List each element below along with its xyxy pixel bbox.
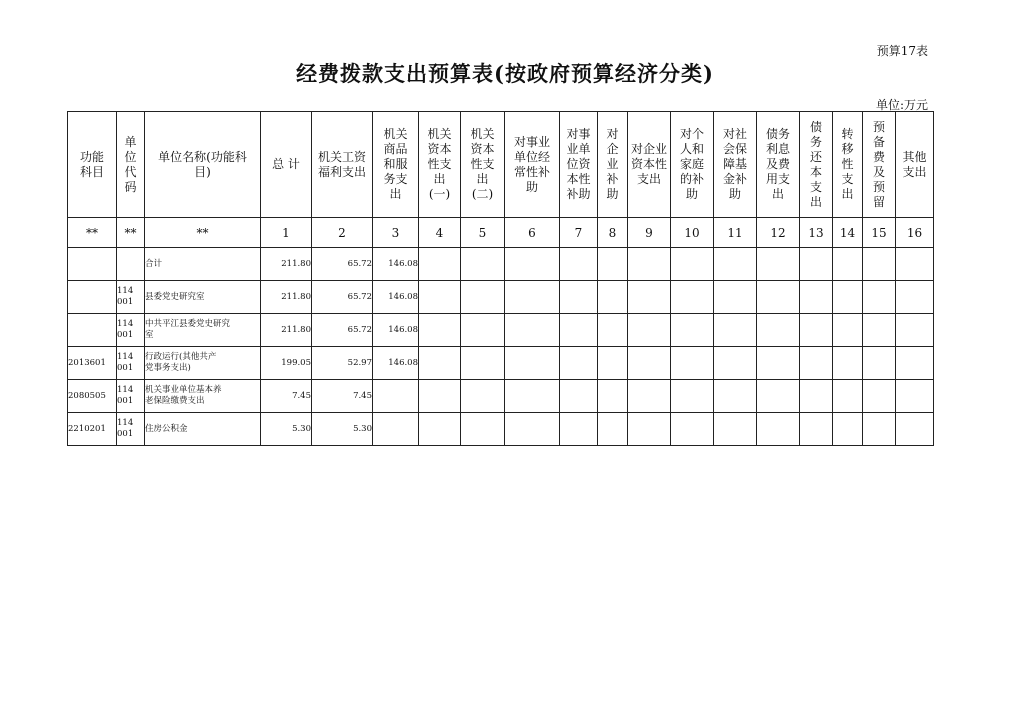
- empty-cell: [714, 413, 757, 446]
- header-cell: 总 计: [261, 112, 312, 218]
- index-cell: **: [68, 218, 117, 248]
- total-cell: 5.30: [261, 413, 312, 446]
- empty-cell: [833, 314, 863, 347]
- table-number: 预算17表: [876, 44, 928, 58]
- salary-cell: 65.72: [312, 281, 373, 314]
- empty-cell: [896, 281, 934, 314]
- total-cell: 211.80: [261, 281, 312, 314]
- function-code-cell: 2210201: [68, 413, 117, 446]
- index-cell: 16: [896, 218, 934, 248]
- empty-cell: [419, 347, 461, 380]
- header-cell: 对企业 资本性 支出: [628, 112, 671, 218]
- empty-cell: [863, 248, 896, 281]
- empty-cell: [419, 248, 461, 281]
- unit-code-cell: 114 001: [117, 380, 145, 413]
- empty-cell: [598, 281, 628, 314]
- header-cell: 对个 人和 家庭 的补 助: [671, 112, 714, 218]
- empty-cell: [671, 380, 714, 413]
- empty-cell: [833, 347, 863, 380]
- empty-cell: [461, 281, 505, 314]
- empty-cell: [671, 281, 714, 314]
- header-cell: 单位名称(功能科 目): [145, 112, 261, 218]
- empty-cell: [896, 413, 934, 446]
- empty-cell: [714, 281, 757, 314]
- table-row: [68, 347, 934, 380]
- empty-cell: [714, 248, 757, 281]
- empty-cell: [671, 314, 714, 347]
- empty-cell: [671, 248, 714, 281]
- index-cell: 7: [560, 218, 598, 248]
- empty-cell: [628, 347, 671, 380]
- empty-cell: [800, 380, 833, 413]
- header-cell: 对 企 业 补 助: [598, 112, 628, 218]
- header-cell: 对事业 单位经 常性补 助: [505, 112, 560, 218]
- index-cell: 5: [461, 218, 505, 248]
- empty-cell: [419, 314, 461, 347]
- budget-table: [67, 111, 934, 446]
- empty-cell: [863, 314, 896, 347]
- empty-cell: [628, 380, 671, 413]
- header-cell: 对事 业单 位资 本性 补助: [560, 112, 598, 218]
- empty-cell: [714, 347, 757, 380]
- index-cell: 4: [419, 218, 461, 248]
- function-code-cell: 2080505: [68, 380, 117, 413]
- table-row: [68, 380, 934, 413]
- empty-cell: [505, 413, 560, 446]
- index-cell: 2: [312, 218, 373, 248]
- header-cell: 预 备 费 及 预 留: [863, 112, 896, 218]
- unit-code-cell: 114 001: [117, 281, 145, 314]
- header-cell: 机关工资 福利支出: [312, 112, 373, 218]
- index-cell: **: [117, 218, 145, 248]
- empty-cell: [560, 413, 598, 446]
- empty-cell: [800, 248, 833, 281]
- unit-code-cell: [117, 248, 145, 281]
- unit-name-cell: 行政运行(其他共产 党事务支出): [145, 347, 261, 380]
- header-cell: 对社 会保 障基 金补 助: [714, 112, 757, 218]
- empty-cell: [598, 347, 628, 380]
- goods-services-cell: 146.08: [373, 281, 419, 314]
- empty-cell: [833, 281, 863, 314]
- index-cell: 10: [671, 218, 714, 248]
- function-code-cell: [68, 281, 117, 314]
- empty-cell: [505, 314, 560, 347]
- unit-label: 单位:万元: [875, 98, 928, 112]
- empty-cell: [628, 314, 671, 347]
- function-code-cell: [68, 314, 117, 347]
- unit-code-cell: 114 001: [117, 413, 145, 446]
- header-cell: 转 移 性 支 出: [833, 112, 863, 218]
- empty-cell: [714, 380, 757, 413]
- total-cell: 211.80: [261, 248, 312, 281]
- empty-cell: [757, 380, 800, 413]
- empty-cell: [833, 413, 863, 446]
- unit-code-cell: 114 001: [117, 314, 145, 347]
- empty-cell: [833, 248, 863, 281]
- empty-cell: [628, 413, 671, 446]
- empty-cell: [896, 347, 934, 380]
- empty-cell: [863, 281, 896, 314]
- index-cell: 15: [863, 218, 896, 248]
- empty-cell: [560, 314, 598, 347]
- column-index-row: [68, 218, 934, 248]
- empty-cell: [461, 380, 505, 413]
- empty-cell: [461, 347, 505, 380]
- empty-cell: [757, 314, 800, 347]
- empty-cell: [505, 248, 560, 281]
- goods-services-cell: [373, 380, 419, 413]
- unit-code-cell: 114 001: [117, 347, 145, 380]
- empty-cell: [419, 380, 461, 413]
- page-title: 经费拨款支出预算表(按政府预算经济分类): [296, 61, 714, 86]
- empty-cell: [671, 347, 714, 380]
- empty-cell: [896, 314, 934, 347]
- empty-cell: [628, 281, 671, 314]
- empty-cell: [598, 314, 628, 347]
- goods-services-cell: 146.08: [373, 314, 419, 347]
- empty-cell: [628, 248, 671, 281]
- unit-name-cell: 县委党史研究室: [145, 281, 261, 314]
- empty-cell: [800, 413, 833, 446]
- empty-cell: [800, 281, 833, 314]
- empty-cell: [757, 281, 800, 314]
- index-cell: 14: [833, 218, 863, 248]
- goods-services-cell: 146.08: [373, 347, 419, 380]
- empty-cell: [863, 347, 896, 380]
- table-row: [68, 281, 934, 314]
- total-cell: 199.05: [261, 347, 312, 380]
- index-cell: 6: [505, 218, 560, 248]
- empty-cell: [863, 380, 896, 413]
- goods-services-cell: [373, 413, 419, 446]
- empty-cell: [757, 347, 800, 380]
- empty-cell: [419, 281, 461, 314]
- empty-cell: [598, 380, 628, 413]
- empty-cell: [896, 380, 934, 413]
- header-cell: 债务 利息 及费 用支 出: [757, 112, 800, 218]
- index-cell: 13: [800, 218, 833, 248]
- empty-cell: [714, 314, 757, 347]
- salary-cell: 65.72: [312, 248, 373, 281]
- empty-cell: [419, 413, 461, 446]
- salary-cell: 7.45: [312, 380, 373, 413]
- salary-cell: 52.97: [312, 347, 373, 380]
- empty-cell: [800, 347, 833, 380]
- salary-cell: 5.30: [312, 413, 373, 446]
- empty-cell: [461, 413, 505, 446]
- empty-cell: [461, 314, 505, 347]
- empty-cell: [560, 248, 598, 281]
- header-row: [68, 112, 934, 218]
- function-code-cell: [68, 248, 117, 281]
- goods-services-cell: 146.08: [373, 248, 419, 281]
- empty-cell: [505, 281, 560, 314]
- index-cell: **: [145, 218, 261, 248]
- table-row: [68, 413, 934, 446]
- unit-name-cell: 机关事业单位基本养 老保险缴费支出: [145, 380, 261, 413]
- unit-name-cell: 中共平江县委党史研究 室: [145, 314, 261, 347]
- header-cell: 功能 科目: [68, 112, 117, 218]
- empty-cell: [671, 413, 714, 446]
- index-cell: 1: [261, 218, 312, 248]
- unit-name-cell: 合计: [145, 248, 261, 281]
- empty-cell: [757, 248, 800, 281]
- empty-cell: [505, 380, 560, 413]
- empty-cell: [505, 347, 560, 380]
- function-code-cell: 2013601: [68, 347, 117, 380]
- empty-cell: [461, 248, 505, 281]
- empty-cell: [560, 281, 598, 314]
- table-row: [68, 314, 934, 347]
- index-cell: 3: [373, 218, 419, 248]
- table-row: [68, 248, 934, 281]
- header-cell: 单 位 代 码: [117, 112, 145, 218]
- total-cell: 211.80: [261, 314, 312, 347]
- header-cell: 机关 资本 性支 出 (一): [419, 112, 461, 218]
- index-cell: 11: [714, 218, 757, 248]
- index-cell: 8: [598, 218, 628, 248]
- header-cell: 其他 支出: [896, 112, 934, 218]
- empty-cell: [560, 347, 598, 380]
- header-cell: 机关 资本 性支 出 (二): [461, 112, 505, 218]
- salary-cell: 65.72: [312, 314, 373, 347]
- empty-cell: [757, 413, 800, 446]
- empty-cell: [598, 248, 628, 281]
- unit-name-cell: 住房公积金: [145, 413, 261, 446]
- total-cell: 7.45: [261, 380, 312, 413]
- header-cell: 机关 商品 和服 务支 出: [373, 112, 419, 218]
- empty-cell: [833, 380, 863, 413]
- empty-cell: [863, 413, 896, 446]
- header-cell: 债 务 还 本 支 出: [800, 112, 833, 218]
- index-cell: 12: [757, 218, 800, 248]
- empty-cell: [896, 248, 934, 281]
- empty-cell: [598, 413, 628, 446]
- empty-cell: [800, 314, 833, 347]
- empty-cell: [560, 380, 598, 413]
- index-cell: 9: [628, 218, 671, 248]
